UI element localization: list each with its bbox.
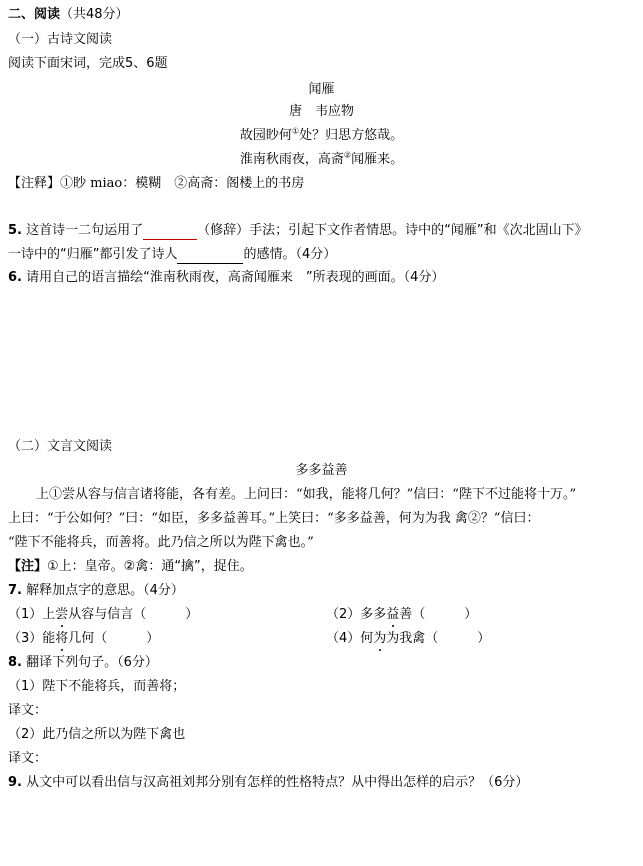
translation-label[interactable]: 译文： (8, 751, 48, 766)
question-6: 6. 请用自己的语言描绘“淮南秋雨夜，高斋闻雁来 ”所表现的画面。（4分） (8, 270, 445, 285)
footnote-mark: ② (343, 150, 352, 160)
note-label: 【注释】 (8, 176, 61, 191)
section-header (8, 6, 129, 24)
translation-label[interactable]: 译文： (8, 703, 48, 718)
footnote-mark: ① (291, 126, 300, 136)
passage-title: 多多益善 (295, 463, 348, 478)
question-number: 5. (8, 223, 22, 238)
note-text: ①眇 miao：模糊 ②高斋：阁楼上的书房 (60, 176, 305, 191)
section-title: 二、阅读 (8, 7, 61, 22)
q8-sentence-2: （2）此乃信之所以为陛下禽也 (8, 727, 186, 742)
question-5: 5. 这首诗一二句运用了 （修辞）手法；引起下文作者情思。诗中的“闻雁”和《次北固山下》 (8, 223, 588, 238)
q7-item-3[interactable]: （3）能将几何（ ） (8, 631, 160, 646)
q8-sentence-1: （1）陛下不能将兵，而善将； (8, 679, 186, 694)
question-number: 7. (8, 583, 22, 598)
question-9: 9. 从文中可以看出信与汉高祖刘邦分别有怎样的性格特点？从中得出怎样的启示？（6分） (8, 775, 529, 790)
q7-item-4[interactable]: （4）何为为我禽（ ） (326, 631, 491, 646)
answer-blank[interactable] (143, 225, 197, 240)
question-number: 9. (8, 775, 22, 790)
poem-line-1: 故园眇何①处？归思方悠哉。 (239, 126, 404, 143)
part1-instruction: 阅读下面宋词，完成5、6题 (8, 56, 168, 71)
poem-author: 唐 韦应物 (288, 104, 354, 119)
passage-line-1: 上①尝从容与信言诸将能，各有差。上问曰：“如我，能将几何？”信曰：“陛下不过能将十万。” (36, 487, 577, 502)
q7-item-2[interactable]: （2）多多益善（ ） (326, 607, 478, 622)
poem-title: 闻雁 (308, 82, 335, 97)
note-label: 【注】 (8, 559, 48, 574)
passage-line-3: “陛下不能将兵，而善将。此乃信之所以为陛下禽也。” (8, 535, 314, 550)
passage-note (8, 558, 253, 576)
note-text: ①上：皇帝。②禽：通“擒”，捉住。 (47, 559, 253, 574)
dotted-char: 将 (55, 631, 69, 646)
question-8: 8. 翻译下列句子。（6分） (8, 655, 158, 670)
dotted-char: 益 (386, 607, 400, 622)
dotted-char: 为 (373, 631, 387, 646)
answer-blank[interactable] (177, 249, 243, 264)
dotted-char: 尝 (55, 607, 69, 622)
poem-line-2: 淮南秋雨夜，高斋②闻雁来。 (239, 150, 404, 167)
part1-heading: （一）古诗文阅读 (8, 32, 113, 47)
section-score: （共48分） (60, 7, 129, 22)
part2-heading: （二）文言文阅读 (8, 439, 113, 454)
q7-item-1[interactable]: （1）上尝从容与信言（ ） (8, 607, 199, 622)
question-5-line2: 一诗中的“归雁”都引发了诗人 的感情。（4分） (8, 247, 337, 262)
question-number: 8. (8, 655, 22, 670)
passage-line-2: 上曰：“于公如何？”曰：“如臣，多多益善耳。”上笑曰：“多多益善，何为为我 禽②？”信曰： (8, 511, 540, 526)
poem-note (8, 175, 304, 193)
question-number: 6. (8, 270, 22, 285)
question-7: 7. 解释加点字的意思。（4分） (8, 583, 184, 598)
